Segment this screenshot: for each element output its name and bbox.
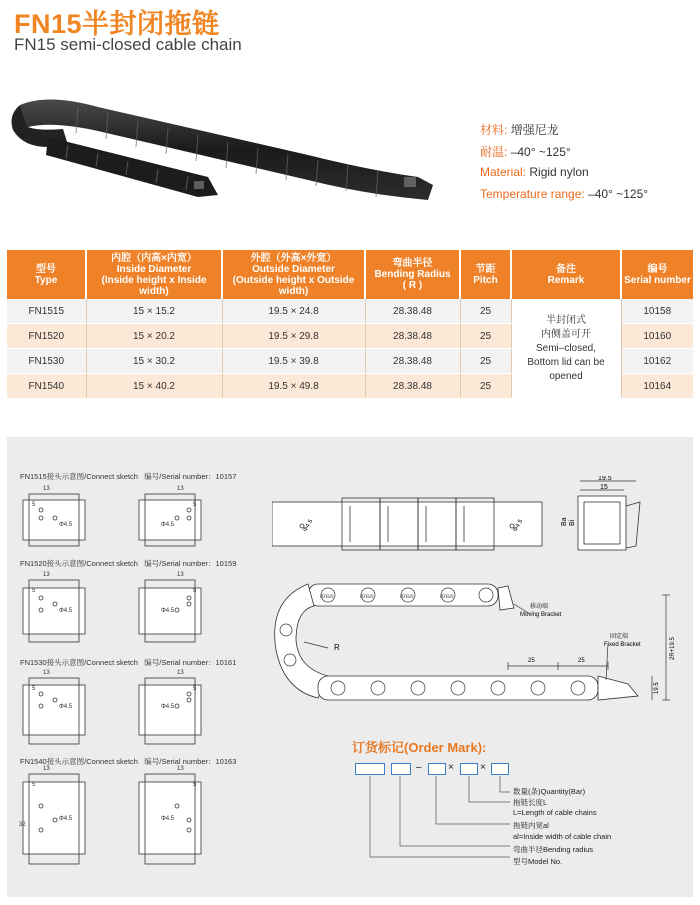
dim-13: 13 bbox=[177, 486, 184, 492]
spec-temp-en: Temperature range: –40° ~125° bbox=[480, 187, 649, 201]
cell-type: FN1530 bbox=[7, 349, 86, 374]
dim-phi: Φ4.5 bbox=[161, 704, 175, 710]
cell-inside: 15 × 40.2 bbox=[86, 374, 222, 399]
dim-pitch: 25 bbox=[528, 658, 535, 664]
cell-radius: 28.38.48 bbox=[365, 299, 460, 324]
order-mark-title: 订货标记(Order Mark): bbox=[352, 740, 487, 755]
cell-remark: 半封闭式 内侧盖可开 Semi–closed, Bottom lid can be opened bbox=[511, 299, 621, 399]
dim-5: 5 bbox=[193, 686, 197, 692]
brand-mark: Krius bbox=[440, 594, 454, 600]
cell-radius: 28.38.48 bbox=[365, 324, 460, 349]
label-r: R bbox=[334, 643, 340, 652]
col-header-type: 型号 Type bbox=[7, 250, 86, 299]
dim-13: 13 bbox=[177, 766, 184, 772]
dim-13: 13 bbox=[43, 486, 50, 492]
order-leader-lines bbox=[360, 776, 520, 876]
moving-bracket-en: Moving Bracket bbox=[520, 612, 562, 618]
chain-side-view bbox=[268, 580, 688, 730]
cell-serial: 10158 bbox=[621, 299, 693, 324]
fixed-bracket-en: Fixed Bracket bbox=[604, 642, 641, 648]
order-line: 数量(条)Quantity(Bar) bbox=[513, 787, 586, 796]
col-header-outside: 外腔（外高×外宽） Outside Diameter (Outside height x Outside width) bbox=[222, 250, 365, 299]
cell-type: FN1520 bbox=[7, 324, 86, 349]
order-line: L=Length of cable chains bbox=[513, 808, 597, 817]
dim-phi: Φ4.5 bbox=[161, 816, 175, 822]
sketch-1515 bbox=[23, 494, 201, 546]
dim-phi: Φ4.5 bbox=[59, 816, 73, 822]
dim-phi: Φ4.5 bbox=[161, 522, 175, 528]
page-title: FN15半封闭拖链 bbox=[14, 9, 220, 39]
dim-13: 13 bbox=[43, 572, 50, 578]
dim-5: 5 bbox=[193, 782, 197, 788]
dim-13: 13 bbox=[43, 766, 50, 772]
cell-outside: 19.5 × 29.8 bbox=[222, 324, 365, 349]
connect-sketches bbox=[7, 480, 237, 880]
dim-phi: Φ4.5 bbox=[512, 518, 525, 533]
fixed-bracket-cn: 固定端 bbox=[610, 634, 629, 640]
sketch-1520 bbox=[23, 580, 201, 642]
cable-chain-photo bbox=[8, 85, 438, 235]
dim-13: 13 bbox=[177, 572, 184, 578]
col-header-serial: 编号 Serial number bbox=[621, 250, 693, 299]
cell-radius: 28.38.48 bbox=[365, 374, 460, 399]
col-header-remark: 备注 Remark bbox=[511, 250, 621, 299]
order-box-quantity bbox=[491, 763, 509, 775]
col-header-inside: 内腔（内高×内宽） Inside Diameter (Inside height x Inside width) bbox=[86, 250, 222, 299]
cell-outside: 19.5 × 39.8 bbox=[222, 349, 365, 374]
spec-material-cn: 材料: 增强尼龙 bbox=[480, 123, 559, 137]
spec-table bbox=[7, 250, 693, 399]
order-box-radius bbox=[391, 763, 411, 775]
dim-32: 32 bbox=[19, 822, 26, 828]
cell-outside: 19.5 × 24.8 bbox=[222, 299, 365, 324]
cell-inside: 15 × 30.2 bbox=[86, 349, 222, 374]
spec-material-en: Material: Rigid nylon bbox=[480, 165, 589, 179]
order-dash: – bbox=[416, 762, 422, 773]
cell-pitch: 25 bbox=[460, 299, 511, 324]
order-box-width bbox=[428, 763, 446, 775]
sketch-label: FN1515接头示意图/Connect sketch 编号/Serial number：10157 bbox=[20, 472, 237, 481]
col-header-pitch: 节距 Pitch bbox=[460, 250, 511, 299]
dim-height-link: 19.5 bbox=[654, 682, 660, 694]
order-times: × bbox=[480, 762, 486, 773]
chain-top-view bbox=[272, 496, 552, 556]
dim-5: 5 bbox=[32, 686, 36, 692]
col-header-radius: 弯曲半径 Bending Radius ( R ) bbox=[365, 250, 460, 299]
dim-13: 13 bbox=[177, 670, 184, 676]
dim-19-5: 19.5 bbox=[598, 476, 612, 482]
table-row bbox=[7, 299, 693, 324]
cell-inside: 15 × 15.2 bbox=[86, 299, 222, 324]
cell-pitch: 25 bbox=[460, 374, 511, 399]
dim-phi: Φ4.5 bbox=[59, 522, 73, 528]
dim-ba: Ba bbox=[561, 517, 568, 526]
order-line: 型号Model No. bbox=[513, 857, 563, 866]
dim-5: 5 bbox=[32, 782, 36, 788]
chain-cross-section bbox=[560, 476, 670, 556]
cell-pitch: 25 bbox=[460, 349, 511, 374]
dim-15: 15 bbox=[600, 484, 608, 491]
sketch-1540 bbox=[23, 774, 201, 864]
order-line: 拖链内宽al bbox=[513, 821, 549, 830]
cell-serial: 10164 bbox=[621, 374, 693, 399]
order-line: al=Inside width of cable chain bbox=[513, 832, 612, 841]
order-times: × bbox=[448, 762, 454, 773]
sketch-label: FN1530接头示意图/Connect sketch 编号/Serial number：10161 bbox=[20, 658, 237, 667]
spec-temp-cn: 耐温: –40° ~125° bbox=[480, 145, 571, 159]
dim-5: 5 bbox=[193, 502, 197, 508]
page-subtitle: FN15 semi-closed cable chain bbox=[14, 35, 242, 54]
cell-radius: 28.38.48 bbox=[365, 349, 460, 374]
cell-type: FN1515 bbox=[7, 299, 86, 324]
dim-pitch: 25 bbox=[578, 658, 585, 664]
order-line: 弯曲半径Bending radius bbox=[513, 845, 594, 854]
cell-inside: 15 × 20.2 bbox=[86, 324, 222, 349]
cell-outside: 19.5 × 49.8 bbox=[222, 374, 365, 399]
dim-phi: Φ4.5 bbox=[59, 608, 73, 614]
cell-serial: 10160 bbox=[621, 324, 693, 349]
dim-5: 5 bbox=[32, 588, 36, 594]
dim-phi: Φ4.5 bbox=[161, 608, 175, 614]
sketch-1530 bbox=[23, 678, 201, 744]
dim-bi: Bi bbox=[569, 519, 576, 526]
moving-bracket-cn: 移动端 bbox=[530, 604, 549, 610]
dim-5: 5 bbox=[32, 502, 36, 508]
order-line: 拖链长度L bbox=[513, 798, 548, 807]
cell-serial: 10162 bbox=[621, 349, 693, 374]
brand-mark: Krius bbox=[360, 594, 374, 600]
cell-pitch: 25 bbox=[460, 324, 511, 349]
brand-mark: Krius bbox=[320, 594, 334, 600]
sketch-label: FN1540接头示意图/Connect sketch 编号/Serial number：10163 bbox=[20, 757, 237, 766]
order-box-model bbox=[355, 763, 385, 775]
table-header-row bbox=[7, 250, 693, 299]
order-box-length bbox=[460, 763, 478, 775]
dim-5: 5 bbox=[193, 588, 197, 594]
dim-height-total: 2R+19.5 bbox=[670, 637, 676, 660]
dim-phi: Φ4.5 bbox=[302, 518, 315, 533]
cell-type: FN1540 bbox=[7, 374, 86, 399]
dim-13: 13 bbox=[43, 670, 50, 676]
sketch-label: FN1520接头示意图/Connect sketch 编号/Serial number：10159 bbox=[20, 559, 237, 568]
dim-phi: Φ4.5 bbox=[59, 704, 73, 710]
brand-mark: Krius bbox=[400, 594, 414, 600]
